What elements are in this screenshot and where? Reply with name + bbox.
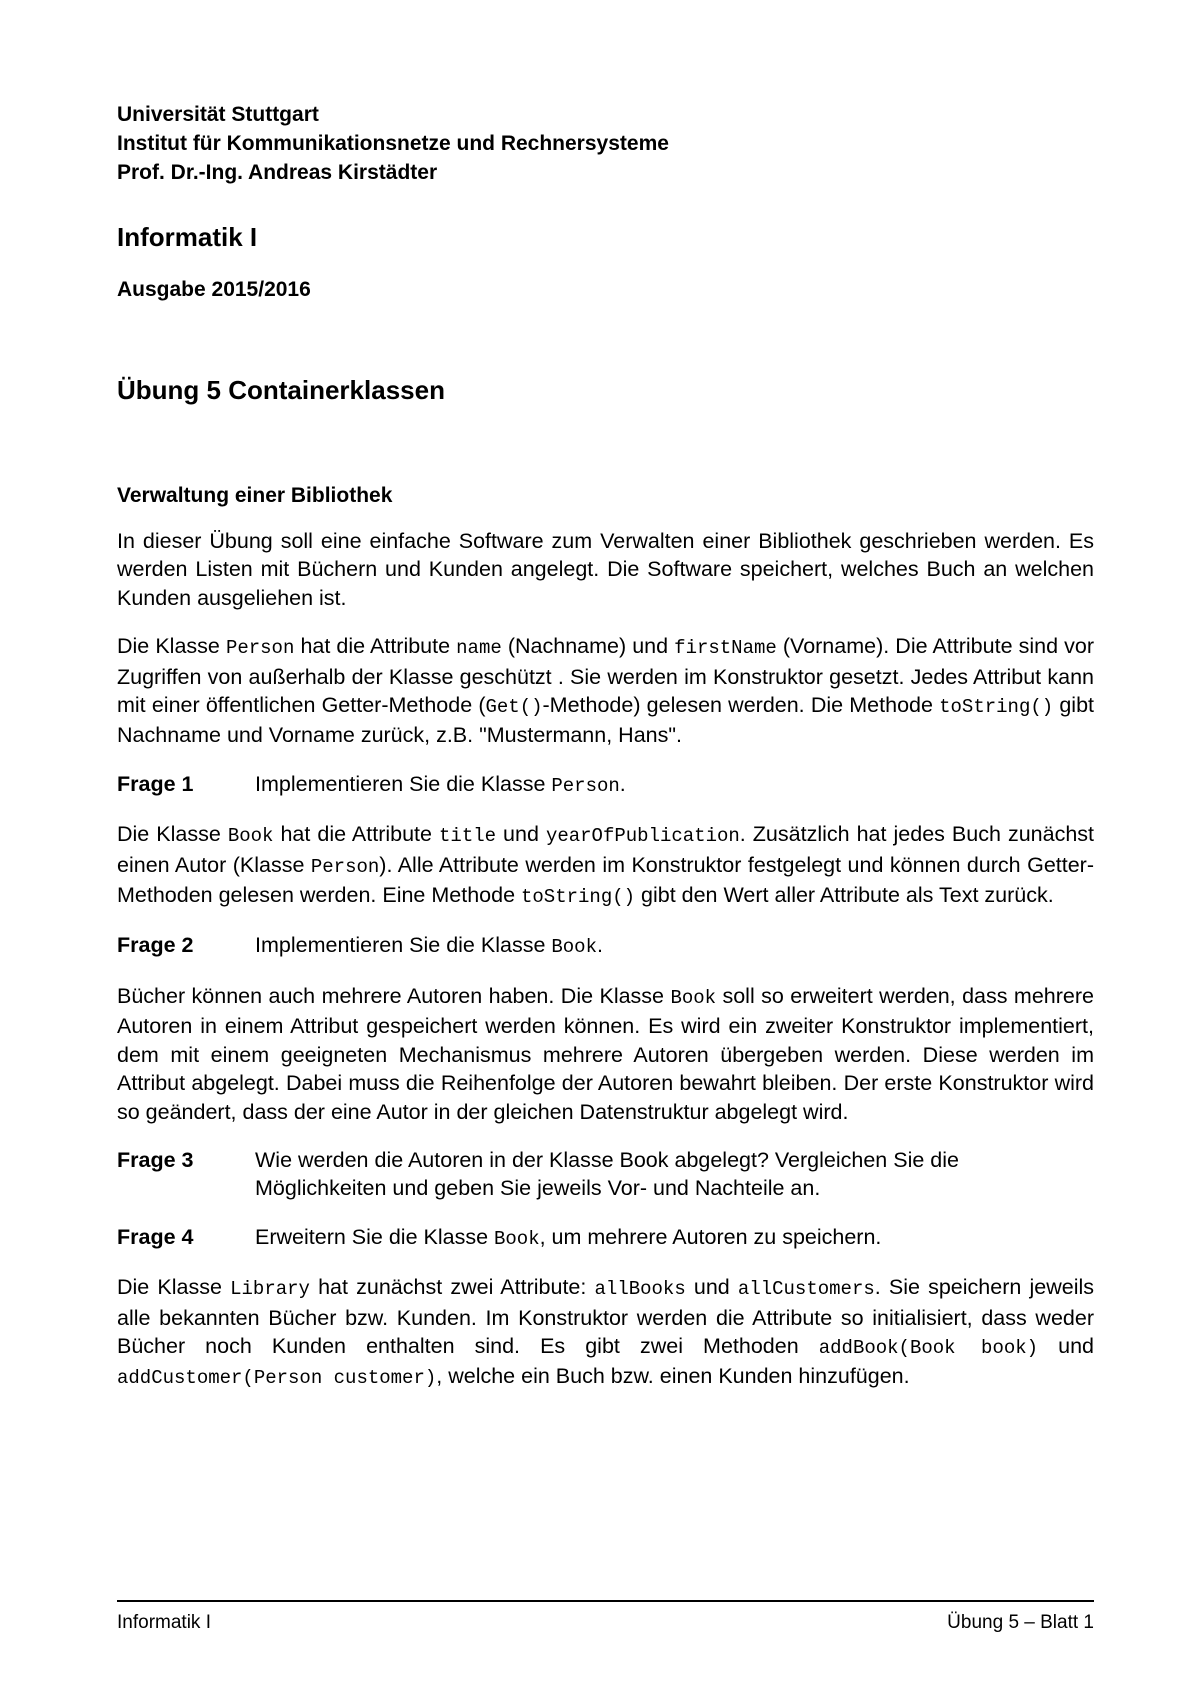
text-run: -Methode) gelesen werden. Die Methode: [542, 693, 940, 718]
question-label: Frage 4: [117, 1224, 194, 1249]
professor-name: Prof. Dr.-Ing. Andreas Kirstädter: [117, 161, 438, 184]
text-run: gibt Nachname und Vorname zurück, z.B. "Mustermann, Hans".: [117, 693, 1094, 748]
text-run: hat zunächst zwei Attribute:: [309, 1275, 595, 1300]
paragraph-authors: [117, 982, 1094, 1126]
question-label: Frage 2: [117, 933, 194, 958]
question-4: [117, 1223, 1094, 1253]
text-run: hat die Attribute: [273, 822, 440, 847]
footer-course: Informatik I: [117, 1612, 211, 1633]
exercise-title: Übung 5 Containerklassen: [117, 375, 445, 405]
text-run: hat die Attribute: [294, 634, 457, 659]
footer-page-label: Übung 5 – Blatt 1: [947, 1612, 1094, 1633]
code-addcustomer: addCustomer(Person customer): [117, 1367, 437, 1390]
text-run: gibt den Wert aller Attribute als Text zurück.: [635, 883, 1054, 908]
paragraph-intro: In dieser Übung soll eine einfache Software zum Verwalten einer Bibliothek geschrieben werden. Es werden Listen mit Büchern und Kunden angelegt. Die Software speichert, welches Buch an welchen Kunden ausgeliehen ist.: [117, 529, 1094, 610]
paragraph-person: [117, 632, 1094, 750]
text-run: Erweitern Sie die Klasse: [255, 1224, 494, 1249]
code-attr-year: yearOfPublication: [545, 825, 740, 848]
code-class-book: Book: [670, 986, 717, 1009]
code-get-method: Get(): [485, 696, 543, 719]
text-run: .: [619, 771, 626, 796]
code-tostring: toString(): [521, 886, 636, 909]
section-title: Verwaltung einer Bibliothek: [117, 484, 393, 507]
paragraph-book: [117, 820, 1094, 911]
text-run: , welche ein Buch bzw. einen Kunden hinzufügen.: [436, 1364, 910, 1389]
code-attr-allbooks: allBooks: [594, 1278, 686, 1301]
text-run: soll so erweitert werden, dass mehrere Autoren in einem Attribut gespeichert werden können. Es wird ein zweiter Konstruktor implementiert, dem mit einem geeigneten Mechanismus mehrere Autoren übergeben werden. Diese werden im Attribut abgelegt. Dabei muss die Reihenfolge der Autoren bewahrt bleiben. Der erste Konstruktor wird so geändert, dass der eine Autor in der gleichen Datenstruktur abgelegt wird.: [117, 983, 1094, 1124]
code-addbook: addBook(Book book): [818, 1336, 1039, 1359]
code-class-book: Book: [494, 1227, 540, 1250]
question-text: [255, 770, 1094, 800]
question-3: [117, 1146, 1094, 1203]
text-run: Bücher können auch mehrere Autoren haben. Die Klasse: [117, 983, 671, 1008]
paragraph-library: [117, 1273, 1094, 1393]
course-title: Informatik I: [117, 222, 258, 252]
text-run: , um mehrere Autoren zu speichern.: [539, 1224, 882, 1249]
text-run: Die Klasse: [117, 634, 226, 659]
code-class-library: Library: [230, 1278, 310, 1301]
text-run: . Zusätzlich hat jedes Buch zunächst einen Autor (Klasse: [117, 822, 1095, 877]
code-attr-allcustomers: allCustomers: [737, 1278, 875, 1301]
text-run: Die Klasse: [117, 1275, 231, 1300]
question-1: [117, 770, 1094, 800]
document-header: [117, 100, 669, 187]
text-run: ). Alle Attribute werden im Konstruktor festgelegt und können durch Getter-Methoden gelesen werden. Eine Methode: [117, 852, 1094, 908]
text-run: Implementieren Sie die Klasse: [255, 771, 552, 796]
text-run: (Vorname). Die Attribute sind vor Zugriffen von außerhalb der Klasse geschützt . Sie werden im Konstruktor gesetzt. Jedes Attribut kann mit einer öffentlichen Getter-Methode (: [117, 634, 1094, 718]
text-run: . Sie speichern jeweils alle bekannten Bücher bzw. Kunden. Im Konstruktor werden die Attribute so initialisiert, dass weder Bücher noch Kunden enthalten sind. Es gibt zwei Methoden: [117, 1275, 1094, 1358]
text-run: und: [685, 1275, 738, 1300]
code-attr-firstname: firstName: [674, 637, 777, 660]
document-body: [117, 527, 1094, 1413]
footer-divider: [117, 1600, 1094, 1602]
text-run: .: [596, 933, 603, 958]
code-tostring: toString(): [939, 696, 1054, 719]
question-text: [255, 1223, 1094, 1253]
code-class-person: Person: [551, 774, 620, 797]
text-run: und: [1038, 1333, 1094, 1358]
text-run: Implementieren Sie die Klasse: [255, 933, 552, 958]
text-run: (Nachname) und: [501, 634, 675, 659]
text-run: und: [496, 822, 546, 847]
university-name: Universität Stuttgart: [117, 103, 319, 126]
code-class-book: Book: [551, 936, 597, 959]
question-text: Wie werden die Autoren in der Klasse Book abgelegt? Vergleichen Sie die Möglichkeiten und geben Sie jeweils Vor- und Nachteile an.: [255, 1147, 959, 1201]
code-class-person: Person: [310, 855, 380, 878]
text-run: Die Klasse: [117, 822, 228, 847]
code-attr-title: title: [439, 825, 497, 848]
question-text: [255, 931, 1094, 961]
question-label: Frage 3: [117, 1147, 194, 1172]
question-2: [117, 931, 1094, 961]
code-class-person: Person: [225, 637, 295, 660]
code-attr-name: name: [456, 637, 502, 660]
question-label: Frage 1: [117, 771, 194, 796]
edition-label: Ausgabe 2015/2016: [117, 278, 311, 301]
institute-name: Institut für Kommunikationsnetze und Rechnersysteme: [117, 132, 669, 155]
code-class-book: Book: [227, 825, 274, 848]
